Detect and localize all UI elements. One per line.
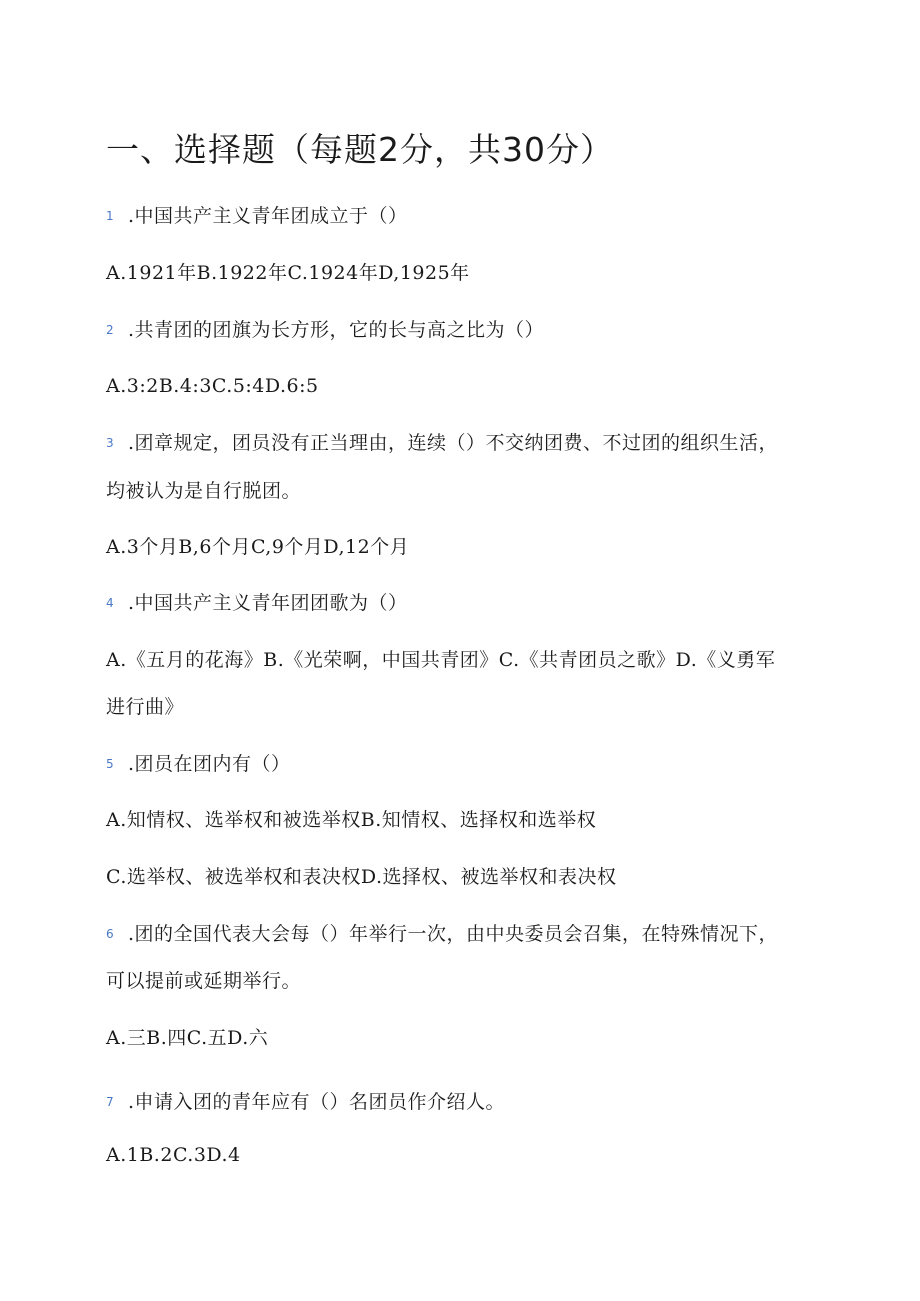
question-number: 5 <box>106 757 115 771</box>
question-number: 4 <box>106 596 115 610</box>
question-text: .中国共产主义青年团成立于（） <box>128 205 408 227</box>
question-6-options: A.三B.四C.五D.六 <box>106 1027 269 1049</box>
question-text: .共青团的团旗为长方形，它的长与高之比为（） <box>128 319 545 341</box>
section-title: 一、选择题（每题2分，共30分） <box>106 130 614 169</box>
question-6-stem <box>106 922 778 946</box>
question-number: 7 <box>106 1095 115 1109</box>
question-5-options-row-1: A.知情权、选举权和被选举权B.知情权、选择权和选举权 <box>106 809 597 831</box>
question-6-stem-continued: 可以提前或延期举行。 <box>106 970 302 992</box>
question-4-stem <box>106 591 408 615</box>
question-1-options: A.1921年B.1922年C.1924年D,1925年 <box>106 262 470 284</box>
question-3-stem <box>106 431 778 455</box>
question-2-options: A.3:2B.4:3C.5:4D.6:5 <box>106 375 319 397</box>
question-3-options: A.3个月B,6个月C,9个月D,12个月 <box>106 536 410 558</box>
question-7-stem <box>106 1090 505 1114</box>
question-number: 1 <box>106 209 115 223</box>
question-5-options-row-2: C.选举权、被选举权和表决权D.选择权、被选举权和表决权 <box>106 866 617 888</box>
question-text: .中国共产主义青年团团歌为（） <box>128 592 408 614</box>
question-text: .团章规定，团员没有正当理由，连续（）不交纳团费、不过团的组织生活， <box>128 432 779 454</box>
question-number: 6 <box>106 927 115 941</box>
question-2-stem <box>106 318 544 342</box>
question-number: 2 <box>106 323 115 337</box>
question-7-options: A.1B.2C.3D.4 <box>106 1144 241 1166</box>
question-4-options: A.《五月的花海》B.《光荣啊，中国共青团》C.《共青团员之歌》D.《义勇军 <box>106 649 776 671</box>
question-5-stem <box>106 752 291 776</box>
question-1-stem <box>106 204 408 228</box>
question-text: .申请入团的青年应有（）名团员作介绍人。 <box>128 1091 506 1113</box>
question-text: .团的全国代表大会每（）年举行一次，由中央委员会召集，在特殊情况下， <box>128 923 779 945</box>
question-4-options-continued: 进行曲》 <box>106 696 185 718</box>
question-3-stem-continued: 均被认为是自行脱团。 <box>106 480 302 502</box>
question-number: 3 <box>106 436 115 450</box>
question-text: .团员在团内有（） <box>128 753 291 775</box>
